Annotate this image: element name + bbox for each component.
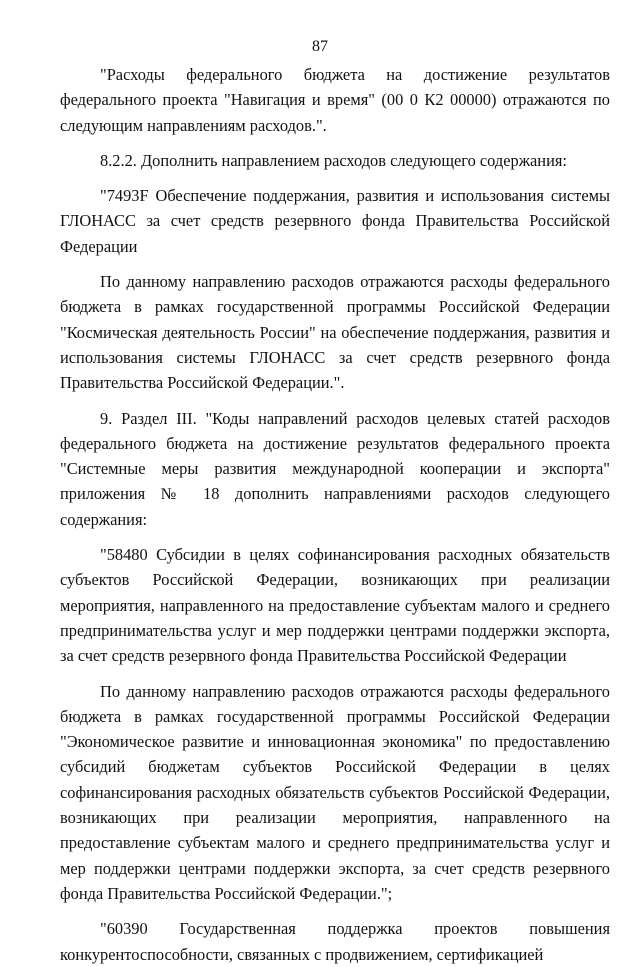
- document-body: [60, 62, 610, 967]
- paragraph-gap: [60, 138, 610, 148]
- paragraph-navigation-expenses: "Расходы федерального бюджета на достижение результатов федерального проекта "Навигация и время" (00 0 К2 00000) отражаются по следующим направлениям расходов.".: [60, 65, 610, 135]
- paragraph-gap: [60, 259, 610, 269]
- paragraph-code-60390: "60390 Государственная поддержка проектов повышения конкурентоспособности, связанных с продвижением, сертификацией: [60, 919, 610, 964]
- paragraph-gap: [60, 396, 610, 406]
- paragraph-glonass-description: По данному направлению расходов отражаются расходы федерального бюджета в рамках государственной программы Российской Федерации "Космическая деятельность России" на обеспечение поддержания, развития и использования системы ГЛОНАСС за счет средств резервного фонда Правительства Российской Федерации.".: [60, 272, 610, 393]
- paragraph-gap: [60, 532, 610, 542]
- paragraph-section-9: 9. Раздел III. "Коды направлений расходов целевых статей расходов федерального бюджета на достижение результатов федерального проекта "Системные меры развития международной кооперации и экспорта" приложения № 18 дополнить направлениями расходов следующего содержания:: [60, 408, 610, 529]
- page-number: 87: [312, 38, 328, 55]
- paragraph-gap: [60, 669, 610, 679]
- paragraph-gap: [60, 906, 610, 916]
- paragraph-section-8-2-2: 8.2.2. Дополнить направлением расходов следующего содержания:: [100, 150, 567, 170]
- paragraph-gap: [60, 173, 610, 183]
- paragraph-export-support-description: По данному направлению расходов отражаются расходы федерального бюджета в рамках государственной программы Российской Федерации "Экономическое развитие и инновационная экономика" по предоставлению субсидий бюджетам субъектов Российской Федерации в целях софинансирования расходных обязательств субъектов Российской Федерации, возникающих при реализации мероприятия, направленного на предоставление субъектам малого и среднего предпринимательства услуг и мер поддержки центрами поддержки экспорта, за счет средств резервного фонда Правительства Российской Федерации.";: [60, 681, 610, 903]
- paragraph-code-7493f: "7493F Обеспечение поддержания, развития и использования системы ГЛОНАСС за счет средств резервного фонда Правительства Российской Федерации: [60, 186, 610, 256]
- paragraph-code-58480: "58480 Субсидии в целях софинансирования расходных обязательств субъектов Российской Федерации, возникающих при реализации мероприятия, направленного на предоставление субъектам малого и среднего предпринимательства услуг и мер поддержки центрами поддержки экспорта, за счет средств резервного фонда Правительства Российской Федерации: [60, 545, 610, 666]
